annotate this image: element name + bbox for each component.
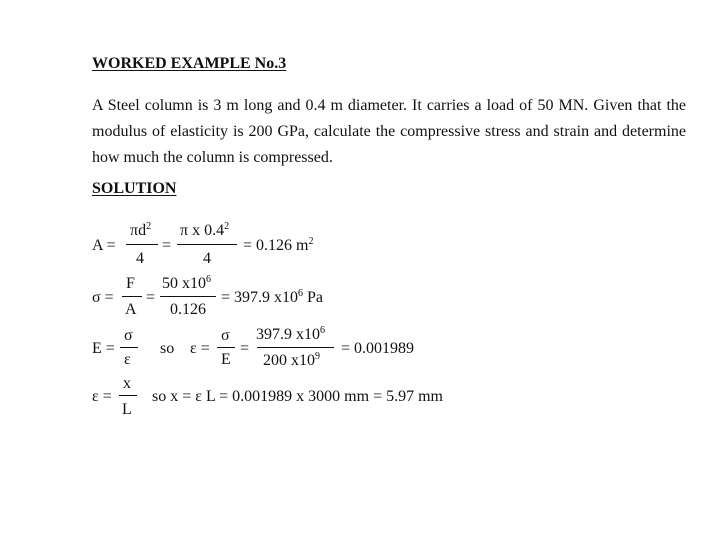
eq3-fraction-bar-3 bbox=[257, 347, 334, 348]
eq2-fraction-bar-2 bbox=[160, 296, 216, 297]
eq2-fraction-bar-1 bbox=[122, 296, 142, 297]
eq1-result: = 0.126 $m^2$ bbox=[243, 236, 314, 254]
eq1-numerator-1: $\pi d^2$ bbox=[130, 221, 152, 239]
eq4-result: so x = ε L = 0.001989 x 3000 mm = 5.97 mm bbox=[152, 388, 443, 405]
eq1-lhs: A = bbox=[92, 237, 116, 254]
eq3-numerator-1: σ bbox=[124, 327, 133, 344]
eq1-numerator-2: π x $0.4^2$ bbox=[180, 221, 230, 239]
eq3-fraction-bar-2 bbox=[217, 347, 235, 348]
eq3-result: = 0.001989 bbox=[341, 340, 415, 357]
eq4-numerator: x bbox=[123, 375, 131, 392]
eq2-denominator-2: 0.126 bbox=[170, 301, 206, 318]
eq3-fraction-bar-1 bbox=[120, 347, 138, 348]
eq1-fraction-bar-2 bbox=[177, 244, 237, 245]
eq2-denominator-1: A bbox=[125, 301, 137, 318]
eq1-denominator-2: 4 bbox=[203, 250, 211, 267]
eq3-lhs: E = bbox=[92, 340, 115, 357]
eq4-denominator: L bbox=[122, 401, 132, 418]
eq1-denominator-1: 4 bbox=[136, 250, 144, 267]
eq3-so: so bbox=[160, 340, 175, 357]
eq1-equals: = bbox=[162, 237, 172, 254]
eq3-numerator-2: σ bbox=[221, 327, 230, 344]
eq3-equals: = bbox=[240, 340, 250, 357]
problem-statement: A Steel column is 3 m long and 0.4 m diameter. It carries a load of 50 MN. Given that the modulus of elasticity is 200 GPa, calculate the compressive stress and strain and determine how much the column is compressed. bbox=[92, 97, 686, 166]
eq4-lhs: ε = bbox=[92, 388, 112, 405]
solution-heading: SOLUTION bbox=[92, 180, 177, 197]
eq3-denominator-1: ε bbox=[124, 351, 131, 368]
eq2-numerator-2: 50 $x10^6$ bbox=[162, 274, 211, 292]
eq3-lhs-2: ε = bbox=[190, 340, 210, 357]
eq3-denominator-2: E bbox=[221, 351, 231, 368]
eq2-result: = 397.9 $x10^6$ Pa bbox=[221, 288, 324, 306]
page-title: WORKED EXAMPLE No.3 bbox=[92, 55, 287, 72]
eq3-numerator-3: 397.9 $x10^6$ bbox=[256, 325, 325, 343]
eq4-fraction-bar bbox=[119, 395, 137, 396]
eq2-lhs: σ = bbox=[92, 289, 114, 306]
eq3-denominator-3: 200 $x10^9$ bbox=[263, 351, 320, 369]
eq2-equals: = bbox=[146, 289, 156, 306]
eq1-fraction-bar-1 bbox=[126, 244, 158, 245]
eq2-numerator-1: F bbox=[126, 275, 135, 292]
